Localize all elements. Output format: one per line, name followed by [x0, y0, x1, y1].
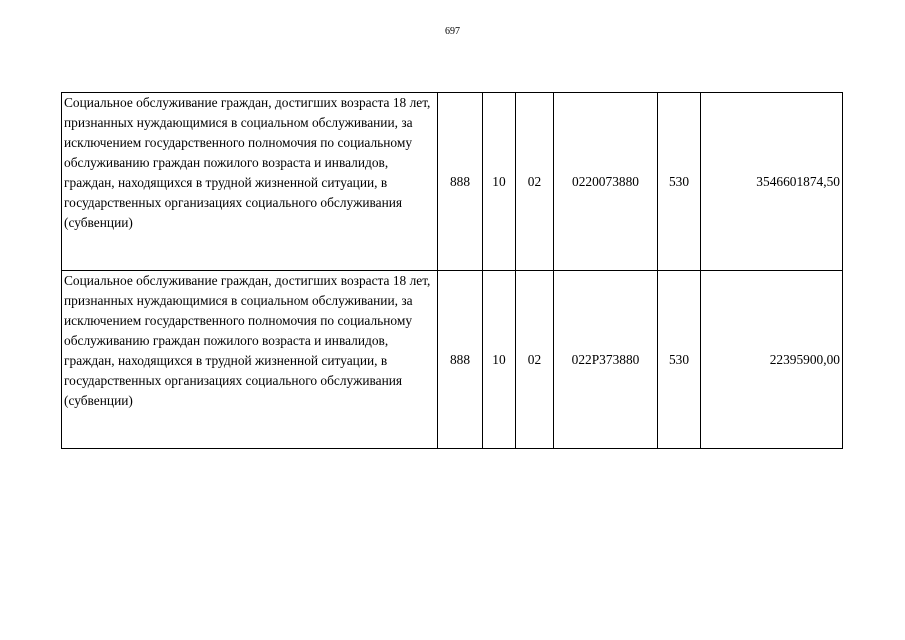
row-target-article: 022P373880	[554, 271, 658, 449]
row-expense-type: 530	[658, 93, 701, 271]
row-description: Социальное обслуживание граждан, достигших возраста 18 лет, признанных нуждающимися в социальном обслуживании, за исключением государственного полномочия по социальному обслуживанию граждан пожилого возраста и инвалидов, граждан, находящихся в трудной жизненной ситуации, в государственных организациях социального обслуживания (субвенции)	[62, 93, 438, 271]
row-amount: 22395900,00	[701, 271, 843, 449]
row-description: Социальное обслуживание граждан, достигших возраста 18 лет, признанных нуждающимися в социальном обслуживании, за исключением государственного полномочия по социальному обслуживанию граждан пожилого возраста и инвалидов, граждан, находящихся в трудной жизненной ситуации, в государственных организациях социального обслуживания (субвенции)	[62, 271, 438, 449]
page-number: 697	[445, 26, 460, 37]
row-subsection-code: 02	[516, 271, 554, 449]
table-row	[62, 271, 843, 449]
row-subsection-code: 02	[516, 93, 554, 271]
table-row	[62, 93, 843, 271]
row-section-code: 10	[483, 271, 516, 449]
budget-table	[61, 92, 843, 449]
row-amount: 3546601874,50	[701, 93, 843, 271]
row-target-article: 0220073880	[554, 93, 658, 271]
row-expense-type: 530	[658, 271, 701, 449]
row-ministry-code: 888	[438, 271, 483, 449]
row-section-code: 10	[483, 93, 516, 271]
row-ministry-code: 888	[438, 93, 483, 271]
